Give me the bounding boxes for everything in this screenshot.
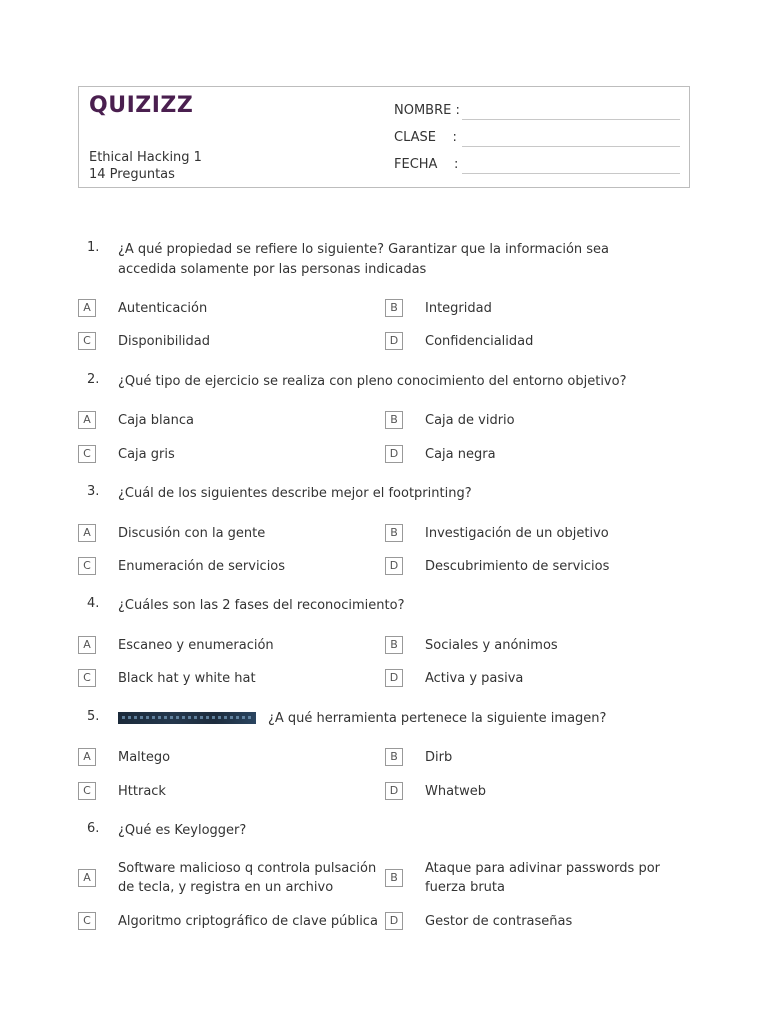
option-text: Gestor de contraseñas [425, 914, 573, 929]
question-text: ¿Qué tipo de ejercicio se realiza con pleno conocimiento del entorno objetivo? [118, 374, 627, 389]
option-text: Enumeración de servicios [118, 559, 286, 574]
option-text: Caja gris [118, 447, 175, 462]
option-letter-box: D [385, 669, 403, 687]
date-field [394, 157, 464, 172]
question-text: ¿Cuáles son las 2 fases del reconocimiento? [118, 598, 405, 613]
question-number: 5. [87, 709, 100, 724]
option-text: Dirb [425, 750, 453, 765]
option-text: Black hat y white hat [118, 671, 256, 686]
question-number: 4. [87, 596, 100, 611]
question-number: 3. [87, 484, 100, 499]
option-text: Maltego [118, 750, 171, 765]
option-text: Integridad [425, 301, 492, 316]
question-image [118, 712, 256, 724]
option-text: Caja de vidrio [425, 413, 515, 428]
option-text: Httrack [118, 784, 166, 799]
option-text: Confidencialidad [425, 334, 534, 349]
option-letter-box: C [78, 445, 96, 463]
option-text: Autenticación [118, 301, 208, 316]
option-text: Algoritmo criptográfico de clave pública [118, 914, 378, 929]
option-letter-box: D [385, 782, 403, 800]
option-letter-box: A [78, 869, 96, 887]
option-letter-box: C [78, 669, 96, 687]
question-number: 6. [87, 821, 100, 836]
option-text: Escaneo y enumeración [118, 638, 274, 653]
option-letter-box: A [78, 299, 96, 317]
option-text: Discusión con la gente [118, 526, 266, 541]
option-text: Sociales y anónimos [425, 638, 558, 653]
question-number: 2. [87, 372, 100, 387]
option-letter-box: D [385, 445, 403, 463]
option-letter-box: B [385, 869, 403, 887]
option-letter-box: A [78, 636, 96, 654]
option-letter-box: B [385, 299, 403, 317]
question-text: ¿Qué es Keylogger? [118, 823, 247, 838]
option-text: Investigación de un objetivo [425, 526, 609, 541]
worksheet-header [78, 86, 690, 188]
class-line [462, 146, 680, 147]
question-number: 1. [87, 240, 100, 255]
option-letter-box: B [385, 411, 403, 429]
question-text: ¿Cuál de los siguientes describe mejor el footprinting? [118, 486, 472, 501]
option-letter-box: C [78, 557, 96, 575]
option-letter-box: B [385, 524, 403, 542]
quiz-title: Ethical Hacking 1 [89, 150, 202, 165]
option-letter-box: D [385, 912, 403, 930]
question-count: 14 Preguntas [89, 167, 175, 182]
quizizz-logo: QUIZIZZ [89, 93, 194, 118]
option-text: Disponibilidad [118, 334, 211, 349]
option-text: Whatweb [425, 784, 487, 799]
question-text: ¿A qué herramienta pertenece la siguiente imagen? [268, 711, 607, 726]
name-field [394, 103, 464, 118]
option-letter-box: D [385, 557, 403, 575]
date-label: FECHA : [394, 157, 459, 172]
option-text: Activa y pasiva [425, 671, 524, 686]
class-field [394, 130, 464, 145]
option-letter-box: B [385, 636, 403, 654]
option-letter-box: A [78, 411, 96, 429]
option-letter-box: A [78, 748, 96, 766]
name-line [462, 119, 680, 120]
option-letter-box: C [78, 782, 96, 800]
date-line [462, 173, 680, 174]
option-text: Caja negra [425, 447, 496, 462]
class-label: CLASE : [394, 130, 457, 145]
quiz-info [89, 149, 202, 183]
option-text: Caja blanca [118, 413, 194, 428]
name-label: NOMBRE : [394, 103, 460, 118]
option-text: Descubrimiento de servicios [425, 559, 610, 574]
option-letter-box: C [78, 332, 96, 350]
option-letter-box: D [385, 332, 403, 350]
option-text: Software malicioso q controla pulsación de tecla, y registra en un archivo [118, 861, 377, 895]
option-letter-box: C [78, 912, 96, 930]
question-text: ¿A qué propiedad se refiere lo siguiente? Garantizar que la información sea accedida solamente por las personas indicadas [118, 242, 610, 277]
option-text: Ataque para adivinar passwords por fuerza bruta [425, 861, 661, 895]
option-letter-box: A [78, 524, 96, 542]
option-letter-box: B [385, 748, 403, 766]
